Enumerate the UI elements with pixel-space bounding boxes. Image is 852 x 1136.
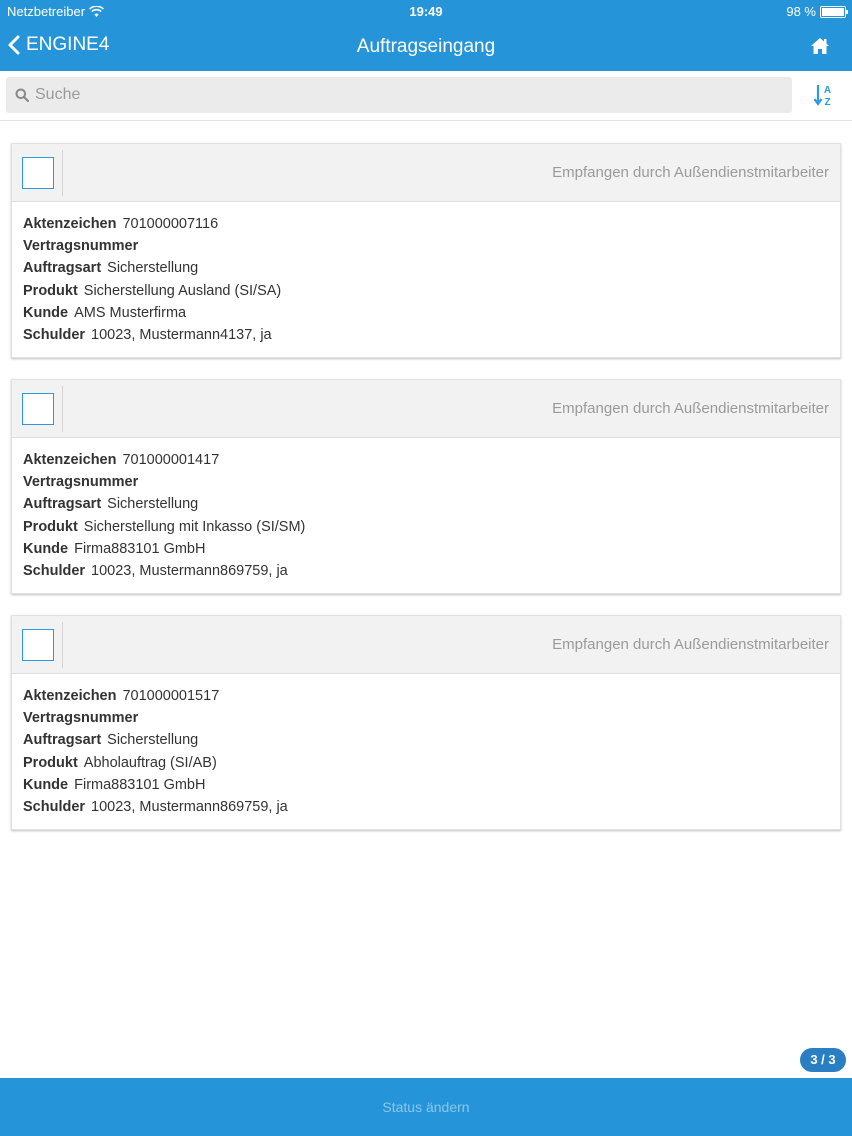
field-aktenzeichen xyxy=(23,449,840,471)
bottom-bar xyxy=(0,1078,852,1136)
search-input[interactable] xyxy=(35,86,775,104)
order-card[interactable] xyxy=(11,143,841,358)
top-bar xyxy=(0,0,852,71)
field-label: Aktenzeichen xyxy=(23,452,117,468)
home-button[interactable] xyxy=(810,37,830,60)
field-label: Vertragsnummer xyxy=(23,474,139,491)
card-header xyxy=(12,144,840,202)
field-kunde xyxy=(23,538,840,560)
field-value: 701000007116 xyxy=(122,216,219,232)
field-label: Aktenzeichen xyxy=(23,216,117,232)
field-auftragsart xyxy=(23,729,840,751)
select-checkbox[interactable] xyxy=(22,393,54,425)
field-aktenzeichen xyxy=(23,685,840,707)
field-schulder xyxy=(23,324,840,346)
battery-percent: 98 % xyxy=(786,4,816,19)
divider xyxy=(62,386,63,432)
field-label: Kunde xyxy=(23,304,69,321)
card-status: Empfangen durch Außendienstmitarbeiter xyxy=(552,164,829,181)
order-card[interactable] xyxy=(11,379,841,594)
divider xyxy=(62,622,63,668)
field-aktenzeichen xyxy=(23,213,840,235)
field-label: Schulder xyxy=(23,327,86,344)
order-card[interactable] xyxy=(11,615,841,830)
search-field[interactable] xyxy=(6,77,792,113)
field-value: Sicherstellung xyxy=(107,732,199,749)
svg-text:A: A xyxy=(823,85,832,96)
sort-az-icon xyxy=(814,83,834,107)
field-value: Sicherstellung xyxy=(107,260,199,277)
field-value: Sicherstellung xyxy=(107,496,199,513)
divider xyxy=(62,150,63,196)
field-produkt xyxy=(23,516,840,538)
field-value: 10023, Mustermann869759, ja xyxy=(91,563,288,580)
battery-indicator xyxy=(786,4,846,19)
field-label: Kunde xyxy=(23,540,69,557)
field-schulder xyxy=(23,560,840,582)
svg-text:Z: Z xyxy=(824,97,831,107)
field-label: Schulder xyxy=(23,799,86,816)
field-value: Firma883101 GmbH xyxy=(74,540,206,557)
field-value: 10023, Mustermann869759, ja xyxy=(91,799,288,816)
field-label: Vertragsnummer xyxy=(23,238,139,255)
select-checkbox[interactable] xyxy=(22,157,54,189)
status-bar xyxy=(0,0,852,24)
field-label: Produkt xyxy=(23,754,78,771)
field-label: Vertragsnummer xyxy=(23,710,139,727)
back-label: ENGINE4 xyxy=(26,34,110,55)
field-value: AMS Musterfirma xyxy=(74,304,187,321)
field-kunde xyxy=(23,774,840,796)
card-body xyxy=(12,202,840,346)
sort-button[interactable] xyxy=(814,83,834,112)
field-value: Abholauftrag (SI/AB) xyxy=(83,754,217,771)
field-label: Auftragsart xyxy=(23,496,102,513)
field-value: Sicherstellung Ausland (SI/SA) xyxy=(83,282,282,299)
card-body xyxy=(12,438,840,582)
field-label: Produkt xyxy=(23,518,78,535)
field-value: 701000001517 xyxy=(122,688,220,704)
card-header xyxy=(12,380,840,438)
card-status: Empfangen durch Außendienstmitarbeiter xyxy=(552,400,829,417)
clock: 19:49 xyxy=(409,4,443,19)
card-body xyxy=(12,674,840,818)
field-label: Kunde xyxy=(23,776,69,793)
home-icon xyxy=(810,37,830,55)
card-status: Empfangen durch Außendienstmitarbeiter xyxy=(552,636,829,653)
field-produkt xyxy=(23,280,840,302)
field-value: Sicherstellung mit Inkasso (SI/SM) xyxy=(83,518,306,535)
search-icon xyxy=(15,88,29,102)
field-label: Schulder xyxy=(23,563,86,580)
page-indicator: 3 / 3 xyxy=(800,1048,846,1072)
field-value: 701000001417 xyxy=(122,452,220,468)
field-value: 10023, Mustermann4137, ja xyxy=(91,327,272,344)
field-auftragsart xyxy=(23,257,840,279)
field-schulder xyxy=(23,796,840,818)
navigation-bar xyxy=(0,24,852,71)
change-status-button[interactable]: Status ändern xyxy=(0,1078,852,1136)
field-vertragsnummer xyxy=(23,471,840,493)
field-label: Aktenzeichen xyxy=(23,688,117,704)
field-value: Firma883101 GmbH xyxy=(74,776,206,793)
field-vertragsnummer xyxy=(23,707,840,729)
field-vertragsnummer xyxy=(23,235,840,257)
field-kunde xyxy=(23,302,840,324)
select-checkbox[interactable] xyxy=(22,629,54,661)
carrier-label: Netzbetreiber xyxy=(7,4,86,19)
card-header xyxy=(12,616,840,674)
page-title: Auftragseingang xyxy=(356,36,496,57)
battery-icon xyxy=(820,6,846,18)
field-label: Auftragsart xyxy=(23,260,102,277)
search-row xyxy=(0,71,852,121)
field-label: Auftragsart xyxy=(23,732,102,749)
field-auftragsart xyxy=(23,493,840,515)
field-label: Produkt xyxy=(23,282,78,299)
field-produkt xyxy=(23,752,840,774)
